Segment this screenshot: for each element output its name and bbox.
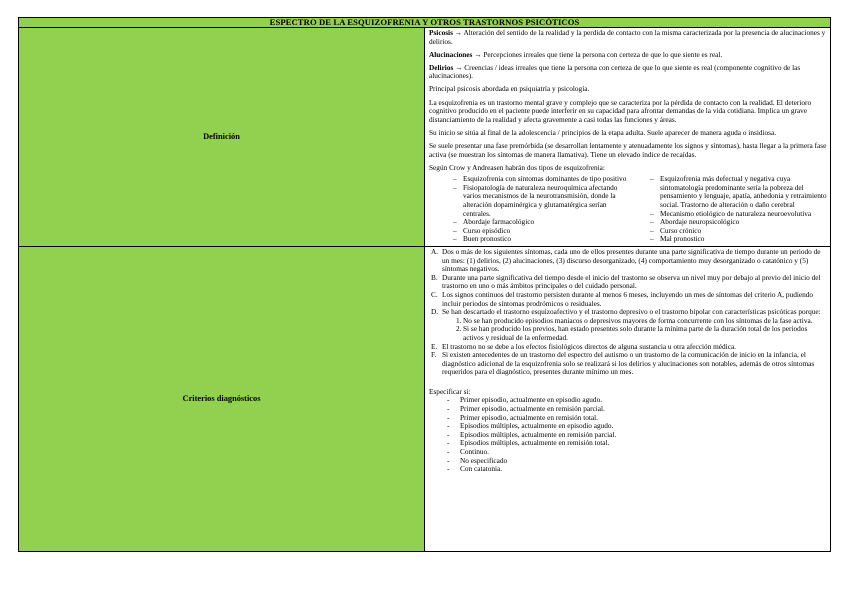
- tipo-negativo-column: [650, 175, 827, 244]
- alucinaciones-paragraph: [429, 51, 827, 60]
- delirios-paragraph: [429, 64, 827, 81]
- list-item: – Abordaje farmacológico: [453, 218, 630, 227]
- criterio-d-sublist: [442, 317, 827, 343]
- table-title: ESPECTRO DE LA ESQUIZOFRENIA Y OTROS TRASTORNOS PSICÓTICOS: [19, 18, 831, 28]
- criterio-text: Si existen antecedentes de un trastorno del espectro del autismo o un trastorno de la comunicación de inicio en la infancia, el diagnóstico adicional de la esquizofrenia solo se realizará si los delirios y alucinaciones son notables, además de otros síntomas requeridos para el diagnóstico, presentes durante mínimo un mes.: [442, 350, 815, 377]
- alucinaciones-term: Alucinaciones: [429, 49, 473, 59]
- sub-text: No se han producido episodios maniacos o depresivos mayores de forma concurrente con los síntomas de la fase activa.: [463, 315, 813, 325]
- criterios-content: [425, 246, 831, 551]
- sub-number: 2.: [456, 324, 462, 334]
- list-item: - No especificado: [429, 457, 827, 466]
- psicosis-term: Psicosis: [429, 28, 453, 37]
- delirios-term: Delirios: [429, 62, 454, 72]
- criterio-letter: C.: [431, 289, 438, 299]
- esquizofrenia-paragraph: La esquizofrenia es un trastorno mental grave y complejo que se caracteriza por la pérdida de contacto con la realidad. El deterioro cognitivo producido en el paciente puede interferir en su capacidad para afrontar demandas de la vida cotidiana. Implica un grave distanciamiento de la realidad y afecta gravemente a casi todas las funciones y áreas.: [429, 97, 812, 124]
- list-item: – Esquizofrenia más defectual y negativa cuya sintomatología predominante sería la pobreza del pensamiento y lenguaje, apatía, anhedonia y retraimiento social. Trastorno de alteración o daño cerebral: [650, 175, 827, 209]
- fase-paragraph: Se suele presentar una fase premórbida (se desarrollan lentamente y atenuadamente los signos y síntomas), hasta llegar a la primera fase activa (se muestran los síntomas de manera llamativa). Tiene un elevado índice de recaídas.: [429, 140, 827, 159]
- principal-paragraph: Principal psicosis abordada en psiquiatría y psicología.: [429, 84, 590, 94]
- criterio-a: [429, 248, 827, 274]
- list-item: - Episodios múltiples, actualmente en remisión total.: [429, 439, 827, 448]
- definicion-row: [19, 28, 831, 247]
- criterio-text: El trastorno no se debe a los efectos fisiológicos directos de alguna sustancia u otra afección médica.: [442, 341, 737, 351]
- especificar-heading: Especificar si:: [429, 386, 471, 396]
- criterio-text: Durante una parte significativa del tiempo desde el inicio del trastorno se observa un nivel muy por debajo al previo del inicio del trastorno en uno o más ámbitos principales o del cuidado personal.: [442, 272, 821, 291]
- criterios-list: [429, 248, 827, 377]
- schizophrenia-table: [18, 17, 831, 552]
- criterio-text: Dos o más de los siguientes síntomas, cada uno de ellos presentes durante una parte significativa de tiempo durante un periodo de un mes: (1) delirios, (2) alucinaciones, (3) discurso desorganizado, (4) comportamiento muy desorganizado o catatónico y (5) síntomas negativos.: [442, 246, 821, 274]
- criterio-letter: E.: [431, 341, 438, 351]
- criterio-letter: B.: [431, 272, 438, 282]
- criterio-letter: A.: [431, 246, 439, 256]
- list-item: – Buen pronostico: [453, 235, 630, 244]
- tipo-negativo-list: [650, 175, 827, 244]
- sub-text: Si se han producido los previos, han estado presentes solo durante la mínima parte de la duración total de los periodos activos y residual de la enfermedad.: [463, 324, 808, 342]
- inicio-paragraph: Su inicio se sitúa al final de la adolescencia / principios de la etapa adulta. Suele aparecer de manera aguda o insidiosa.: [429, 127, 777, 137]
- criterios-label: Criterios diagnósticos: [19, 246, 425, 551]
- list-item: - Con catatonia.: [429, 465, 827, 474]
- list-item: – Abordaje neuropsicológico: [650, 218, 827, 227]
- tipo-positivo-column: [453, 175, 630, 244]
- criterio-b: [429, 274, 827, 291]
- sub-number: 1.: [456, 315, 462, 325]
- criterio-letter: F.: [431, 350, 437, 360]
- criterio-c: [429, 291, 827, 308]
- tipos-columns: [429, 175, 827, 244]
- criterios-row: [19, 246, 831, 551]
- criterio-text: Se han descartado el trastorno esquizoafectivo y el trastorno depresivo o el trastorno bipolar con características psicóticas porque:: [442, 307, 821, 317]
- list-item: – Mal pronostico: [650, 235, 827, 244]
- list-item: - Continuo.: [429, 448, 827, 457]
- crow-paragraph: Según Crow y Andreasen habrán dos tipos de esquizofrenia:: [429, 162, 605, 172]
- list-item: - Primer episodio, actualmente en episodio agudo.: [429, 396, 827, 405]
- sub-item: [442, 325, 827, 342]
- definicion-content: [425, 28, 831, 247]
- criterio-d: [429, 308, 827, 342]
- list-item: – Esquizofrenia con síntomas dominantes de tipo positivo: [453, 175, 630, 184]
- list-item: – Curso crónico: [650, 227, 827, 236]
- delirios-text: → Creencias / ideas irreales que tiene la persona con certeza de que lo que siente es real (componente cognitivo de las alucinaciones).: [429, 62, 801, 81]
- list-item: – Fisiopatología de naturaleza neuroquímica afectando varios mecanismos de la neurotransmisión, donde la alteración dopaminérgica y glutamatérgica serían centrales.: [453, 184, 630, 218]
- list-item: - Episodios múltiples, actualmente en remisión parcial.: [429, 431, 827, 440]
- list-item: - Episodios múltiples, actualmente en episodio agudo.: [429, 422, 827, 431]
- psicosis-paragraph: [429, 29, 827, 46]
- list-item: - Primer episodio, actualmente en remisión parcial.: [429, 405, 827, 414]
- criterio-text: Los signos continuos del trastorno persisten durante al menos 6 meses, incluyendo un mes de síntomas del criterio A, pudiendo incluir periodos de síntomas prodrómicos o residuales.: [442, 289, 814, 308]
- alucinaciones-text: → Percepciones irreales que tiene la persona con certeza de que lo que siente es real.: [472, 49, 723, 59]
- criterio-f: [429, 351, 827, 377]
- list-item: – Curso episódico: [453, 227, 630, 236]
- list-item: – Mecanismo etiológico de naturaleza neuroevolutiva: [650, 210, 827, 219]
- definicion-label: Definición: [19, 28, 425, 247]
- criterio-letter: D.: [431, 307, 439, 317]
- list-item: - Primer episodio, actualmente en remisión total.: [429, 414, 827, 423]
- psicosis-text: → Alteración del sentido de la realidad y la perdida de contacto con la misma caracterizada por la presencia de alucinaciones y delirios.: [429, 28, 826, 46]
- especificar-list: [429, 396, 827, 473]
- tipo-positivo-list: [453, 175, 630, 244]
